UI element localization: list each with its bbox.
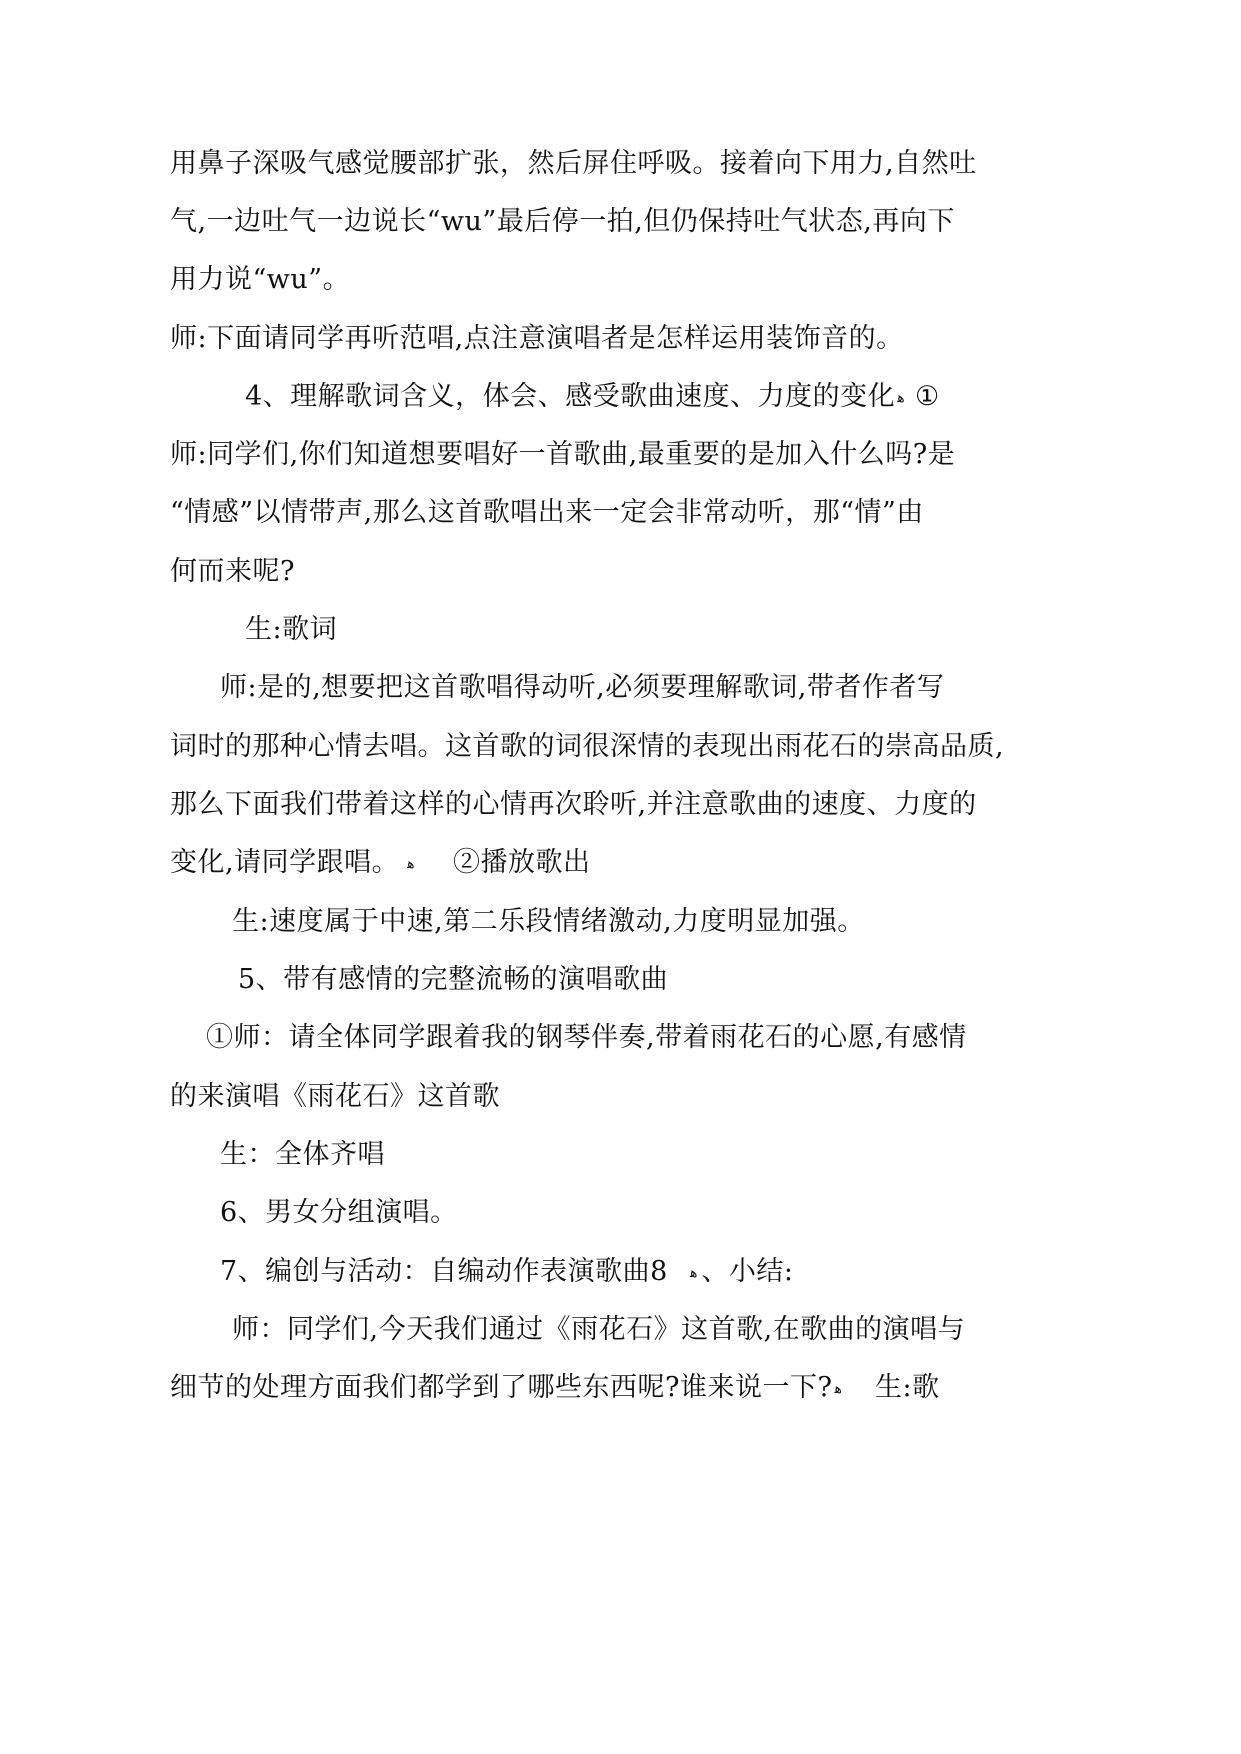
text-line-16: ①师：请全体同学跟着我的钢琴伴奏,带着雨花石的心愿,有感情 — [206, 1022, 967, 1053]
text-line-22-body: 细节的处理方面我们都学到了哪些东西呢?谁来说一下? — [170, 1372, 833, 1403]
section-heading-5: 5、带有感情的完整流畅的演唱歌曲 — [238, 964, 669, 995]
text-line-17: 的来演唱《雨花石》这首歌 — [170, 1081, 500, 1112]
text-line-8: 何而来呢? — [170, 556, 295, 587]
text-line-18: 生：全体齐唱 — [220, 1139, 385, 1170]
text-line-4: 师:下面请同学再听范唱,点注意演唱者是怎样运用装饰音的。 — [170, 323, 904, 354]
text-line-10: 师:是的,想要把这首歌唱得动听,必须要理解歌词,带者作者写 — [220, 672, 945, 703]
text-line-22b: 生:歌 — [875, 1372, 940, 1403]
paragraph-mark: ﻫ — [897, 389, 905, 406]
text-line-14: 生:速度属于中速,第二乐段情绪激动,力度明显加强。 — [232, 906, 865, 937]
text-line-21: 师：同学们,今天我们通过《雨花石》这首歌,在歌曲的演唱与 — [232, 1314, 966, 1345]
text-line-5 — [245, 380, 905, 415]
text-line-22 — [170, 1371, 842, 1406]
text-line-13-body: 变化,请同学跟唱。 — [170, 847, 400, 878]
section-heading-7: 7、编创与活动：自编动作表演歌曲8 — [220, 1256, 668, 1287]
text-line-9: 生:歌词 — [245, 614, 338, 645]
text-line-11: 词时的那种心情去唱。这首歌的词很深情的表现出雨花石的崇高品质, — [170, 731, 1005, 762]
section-heading-4: 4、理解歌词含义，体会、感受歌曲速度、力度的变化 — [245, 381, 896, 412]
paragraph-mark: ﻫ — [407, 855, 415, 872]
text-line-13 — [170, 846, 414, 881]
paragraph-mark: ﻫ — [690, 1264, 698, 1281]
text-line-1: 用鼻子深吸气感觉腰部扩张，然后屏住呼吸。接着向下用力,自然吐 — [170, 148, 977, 179]
text-line-7: “情感”以情带声,那么这首歌唱出来一定会非常动听，那“情”由 — [170, 497, 924, 528]
paragraph-mark: ﻫ — [834, 1380, 842, 1397]
section-heading-8-label: 、小结: — [701, 1256, 794, 1287]
text-line-20 — [690, 1255, 794, 1290]
text-line-2: 气,一边吐气一边说长“wu”最后停一拍,但仍保持吐气状态,再向下 — [170, 206, 955, 237]
text-line-3: 用力说“wu”。 — [170, 264, 351, 295]
section-heading-6: 6、男女分组演唱。 — [220, 1197, 458, 1228]
text-line-12: 那么下面我们带着这样的心情再次聆听,并注意歌曲的速度、力度的 — [170, 789, 977, 820]
text-line-13b: ②播放歌出 — [453, 847, 591, 878]
text-line-6: 师:同学们,你们知道想要唱好一首歌曲,最重要的是加入什么吗?是 — [170, 439, 956, 470]
circled-number-1: ① — [915, 381, 940, 412]
